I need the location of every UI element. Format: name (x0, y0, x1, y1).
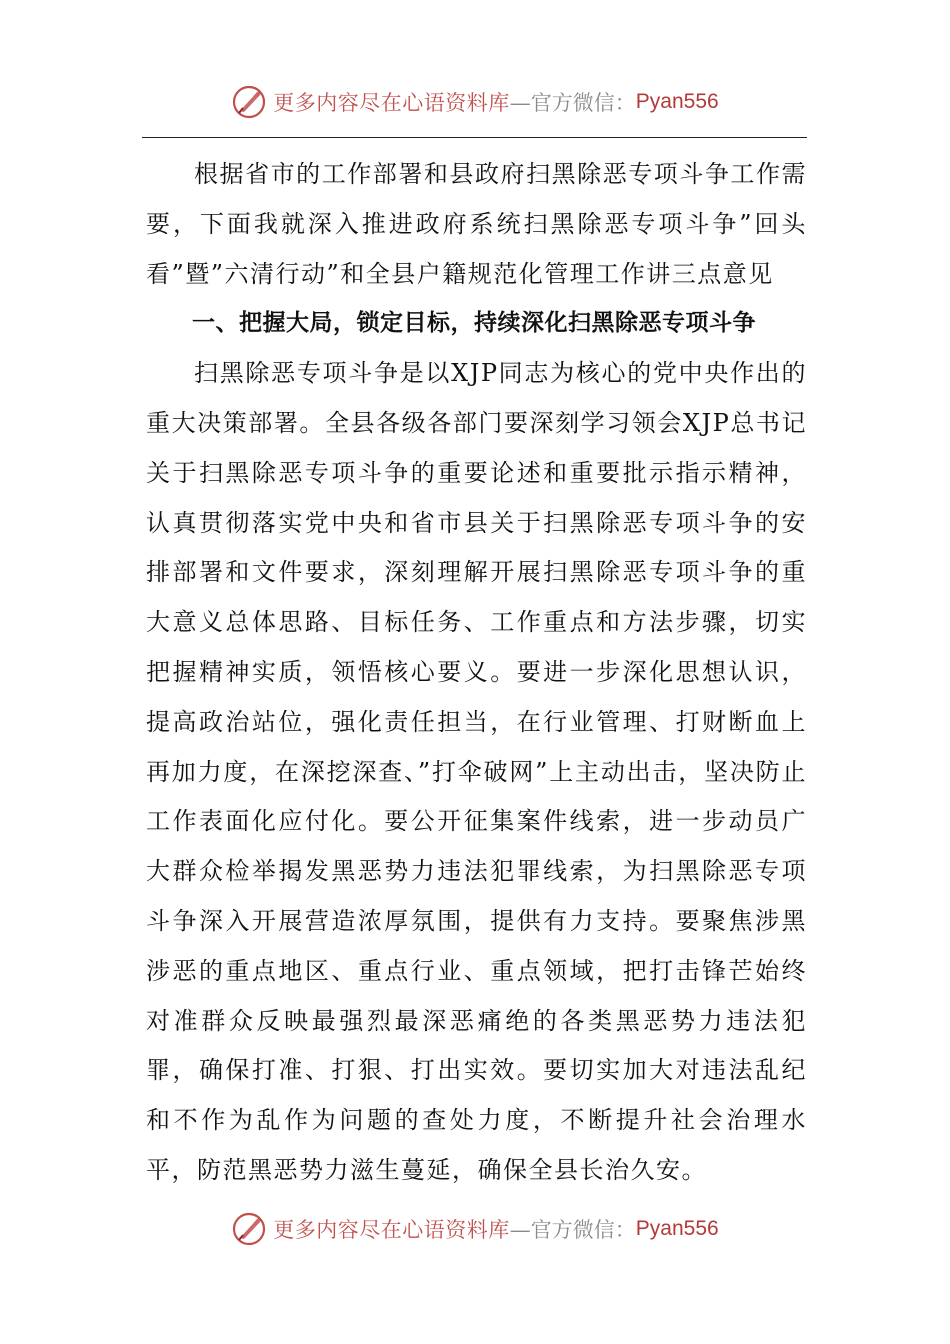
section-body-paragraph: 扫黑除恶专项斗争是以XJP同志为核心的党中央作出的重大决策部署。全县各级各部门要深刻学习领会XJP总书记关于扫黑除恶专项斗争的重要论述和重要批示指示精神，认真贯彻落实党中央和省市县关于扫黑除恶专项斗争的安排部署和文件要求，深刻理解开展扫黑除恶专项斗争的重大意义总体思路、目标任务、工作重点和方法步骤，切实把握精神实质，领悟核心要义。要进一步深化思想认识，提高政治站位，强化责任担当，在行业管理、打财断血上再加力度，在深挖深查、”打伞破网”上主动出击，坚决防止工作表面化应付化。要公开征集案件线索，进一步动员广大群众检举揭发黑恶势力违法犯罪线索，为扫黑除恶专项斗争深入开展营造浓厚氛围，提供有力支持。要聚焦涉黑涉恶的重点地区、重点行业、重点领域，把打击锋芒始终对准群众反映最强烈最深恶痛绝的各类黑恶势力违法犯罪，确保打准、打狠、打出实效。要切实加大对违法乱纪和不作为乱作为问题的查处力度，不断提升社会治理水平，防范黑恶势力滋生蔓延，确保全县长治久安。 (146, 359, 807, 1184)
footer-banner (0, 1207, 950, 1251)
header-banner-inner (231, 84, 718, 120)
intro-paragraph: 根据省市的工作部署和县政府扫黑除恶专项斗争工作需要，下面我就深入推进政府系统扫黑除恶专项斗争”回头看”暨”六清行动”和全县户籍规范化管理工作讲三点意见 (146, 160, 807, 288)
header-banner (0, 80, 950, 124)
document-body (146, 150, 807, 1196)
header-contact-label: —官方微信： (509, 91, 636, 115)
footer-contact-label: —官方微信： (509, 1218, 636, 1242)
section-heading: 一、把握大局，锁定目标，持续深化扫黑除恶专项斗争 (192, 310, 756, 337)
footer-wechat-id: Pyan556 (635, 1217, 719, 1240)
footer-brand-text: 更多内容尽在心语资料库 (273, 1218, 510, 1242)
header-divider (142, 137, 807, 138)
footer-banner-inner (231, 1211, 718, 1247)
quill-pen-logo-icon (231, 84, 267, 120)
header-wechat-id: Pyan556 (635, 90, 719, 113)
quill-pen-logo-icon (231, 1211, 267, 1247)
header-brand-text: 更多内容尽在心语资料库 (273, 91, 510, 115)
